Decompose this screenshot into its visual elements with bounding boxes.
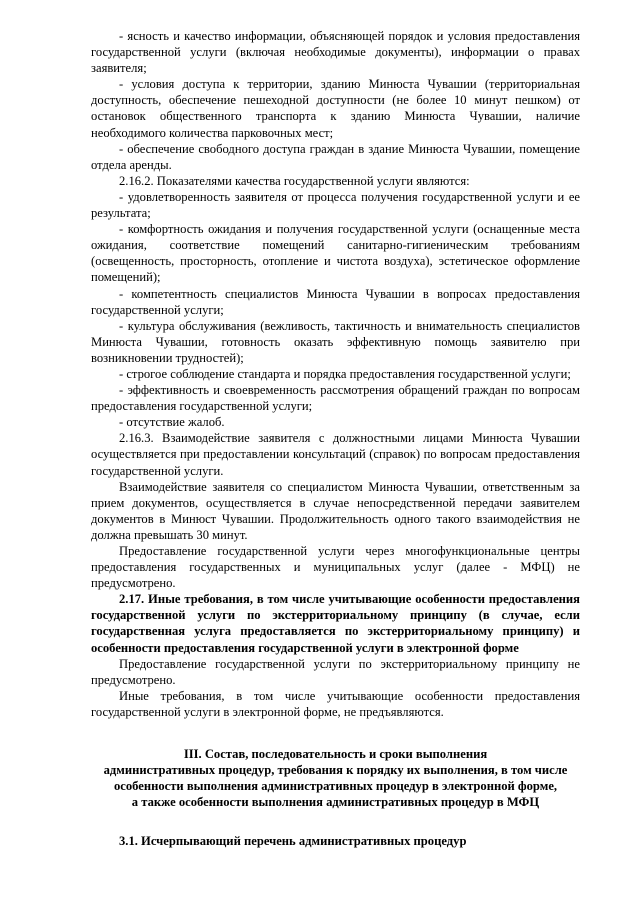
paragraph: 2.16.2. Показателями качества государственной услуги являются: [119,173,470,188]
paragraph: - культура обслуживания (вежливость, тактичность и внимательность специалистов Минюста Чувашии, готовность оказать эффективную помощь заявителю при возникновении трудностей); [91,318,580,365]
section-heading-line: а также особенности выполнения административных процедур в МФЦ [131,795,540,810]
subheading-3-1: 3.1. Исчерпывающий перечень административных процедур [119,834,467,849]
paragraph: - строгое соблюдение стандарта и порядка предоставления государственной услуги; [119,366,571,381]
subsection-heading-2-17: 2.17. Иные требования, в том числе учитывающие особенности предоставления государственной услуги по экстерриториальному принципу (в случае, если государственная услуга предоставляется по экстерриториальному принципу) и особенности предоставления государственной услуги в электронной форме [91,592,580,655]
paragraph: - комфортность ожидания и получения государственной услуги (оснащенные места ожидания, соответствие помещений санитарно-гигиеническим требованиям (освещенность, просторность, отопление и чистота воздуха), эстетическое оформление помещений); [91,222,580,285]
section-heading [91,746,580,810]
paragraph: - эффективность и своевременность рассмотрения обращений граждан по вопросам предоставления государственной услуги; [91,383,580,414]
body-text [91,28,580,720]
paragraph: 2.16.3. Взаимодействие заявителя с должностными лицами Минюста Чувашии осуществляется при предоставлении консультаций (справок) по вопросам предоставления государственной услуги. [91,431,580,478]
section-heading-line: административных процедур, требования к порядку их выполнения, в том числе [103,763,568,778]
paragraph: - компетентность специалистов Минюста Чувашии в вопросах предоставления государственной услуги; [91,286,580,317]
paragraph: - отсутствие жалоб. [119,415,225,430]
paragraph: Предоставление государственной услуги по экстерриториальному принципу не предусмотрено. [91,656,580,687]
paragraph: - удовлетворенность заявителя от процесса получения государственной услуги и ее результата; [91,189,580,221]
paragraph: Иные требования, в том числе учитывающие особенности предоставления государственной услуги в электронной форме, не предъявляются. [91,688,580,719]
section-heading-line: III. Состав, последовательность и сроки выполнения [183,747,488,762]
paragraph: Предоставление государственной услуги через многофункциональные центры предоставления государственных и муниципальных услуг (далее - МФЦ) не предусмотрено. [91,544,580,591]
section-heading-line: особенности выполнения административных процедур в электронной форме, [113,779,558,794]
paragraph: - условия доступа к территории, зданию Минюста Чувашии (территориальная доступность, обеспечение пешеходной доступности (не более 10 минут пешком) от остановок общественного транспорта к зданию Минюста Чувашии, наличие необходимого количества парковочных мест; [91,77,580,140]
paragraph: - ясность и качество информации, объясняющей порядок и условия предоставления государственной услуги (включая необходимые документы), информации о правах заявителя; [91,29,580,76]
paragraph: Взаимодействие заявителя со специалистом Минюста Чувашии, ответственным за прием документов, осуществляется в случае непосредственной передачи заявителем документов в Минюст Чувашии. Продолжительность одного такого взаимодействия не должна превышать 30 минут. [91,479,580,542]
paragraph: - обеспечение свободного доступа граждан в здание Минюста Чувашии, помещение отдела аренды. [91,141,580,172]
